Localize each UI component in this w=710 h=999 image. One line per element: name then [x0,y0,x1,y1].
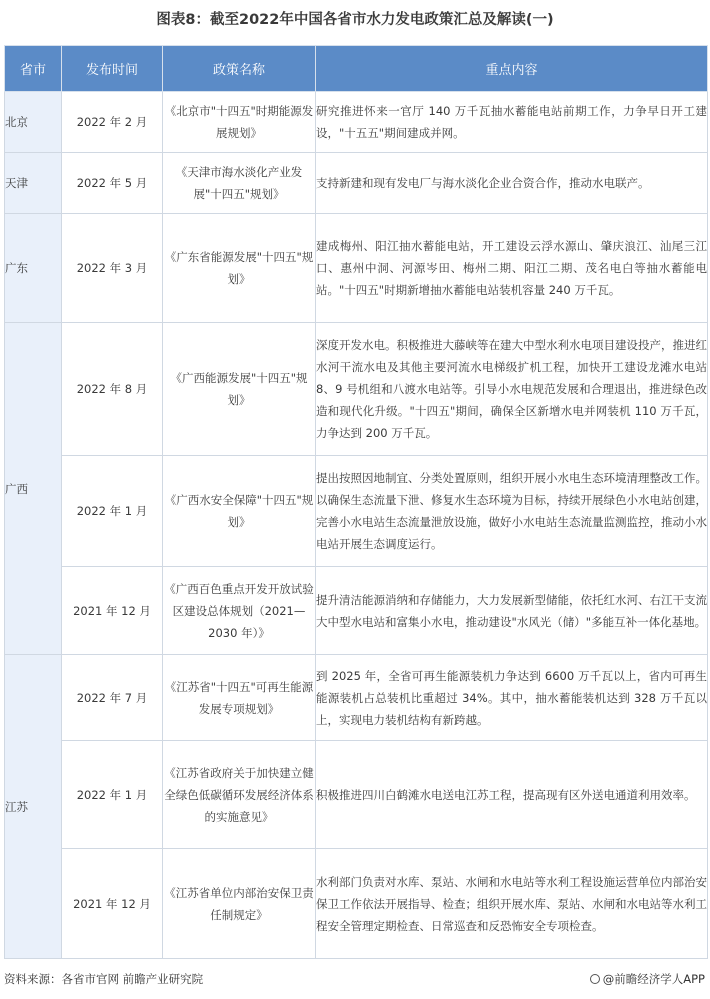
brand-credit [590,968,705,990]
province-cell: 北京 [5,92,62,153]
date-cell: 2022 年 3 月 [62,214,163,323]
content-cell: 提升清洁能源消纳和存储能力，大力发展新型储能，依托红水河、右江干支流大中型水电站和富集小水电，推动建设"水风光（储）"多能互补一体化基地。 [316,567,708,655]
header-content: 重点内容 [316,46,708,92]
table-row [5,153,708,214]
table-row [5,567,708,655]
policy-name-cell: 《广东省能源发展"十四五"规划》 [163,214,316,323]
page-title: 图表8：截至2022年中国各省市水力发电政策汇总及解读(一) [156,12,554,28]
table-row [5,323,708,456]
policy-name-cell: 《江苏省政府关于加快建立健全绿色低碳循环发展经济体系的实施意见》 [163,741,316,849]
policy-name-cell: 《广西百色重点开发开放试验区建设总体规划（2021—2030 年）》 [163,567,316,655]
content-cell: 建成梅州、阳江抽水蓄能电站，开工建设云浮水源山、肇庆浪江、汕尾三江口、惠州中洞、河源岑田、梅州二期、阳江二期、茂名电白等抽水蓄能电站。"十四五"时期新增抽水蓄能电站装机容量 240 万千瓦。 [316,214,708,323]
table-row [5,92,708,153]
policy-name-cell: 《天津市海水淡化产业发展"十四五"规划》 [163,153,316,214]
date-cell: 2022 年 1 月 [62,741,163,849]
table-row [5,741,708,849]
table-row [5,655,708,741]
date-cell: 2021 年 12 月 [62,567,163,655]
province-cell: 广东 [5,214,62,323]
table-header-row [5,46,708,92]
policy-name-cell: 《江苏省单位内部治安保卫责任制规定》 [163,849,316,959]
content-cell: 积极推进四川白鹤滩水电送电江苏工程，提高现有区外送电通道利用效率。 [316,741,708,849]
content-cell: 水利部门负责对水库、泵站、水闸和水电站等水利工程设施运营单位内部治安保卫工作依法开展指导、检查；组织开展水库、泵站、水闸和水电站等水利工程安全管理定期检查、日常巡查和反恐怖安全专项检查。 [316,849,708,959]
source-note: 资料来源：各省市官网 前瞻产业研究院 [4,972,204,986]
province-cell: 江苏 [5,655,62,959]
content-cell: 支持新建和现有发电厂与海水淡化企业合资合作，推动水电联产。 [316,153,708,214]
province-cell: 天津 [5,153,62,214]
policy-name-cell: 《江苏省"十四五"可再生能源发展专项规划》 [163,655,316,741]
brand-label: @前瞻经济学人APP [602,972,705,986]
policy-name-cell: 《广西能源发展"十四五"规划》 [163,323,316,456]
content-cell: 到 2025 年，全省可再生能源装机力争达到 6600 万千瓦以上，省内可再生能源装机占总装机比重超过 34%。其中，抽水蓄能装机达到 328 万千瓦以上，实现电力装机结构有新跨越。 [316,655,708,741]
footer [4,968,707,990]
date-cell: 2021 年 12 月 [62,849,163,959]
brand-logo-icon [590,974,600,984]
date-cell: 2022 年 7 月 [62,655,163,741]
table-row [5,214,708,323]
date-cell: 2022 年 8 月 [62,323,163,456]
content-cell: 深度开发水电。积极推进大藤峡等在建大中型水利水电项目建设投产，推进红水河干流水电及其他主要河流水电梯级扩机工程，加快开工建设龙滩水电站 8、9 号机组和八渡水电站等。引导小水电规范发展和合理退出，推进绿色改造和现代化升级。"十四五"期间，确保全区新增水电并网装机 110 万千瓦，力争达到 200 万千瓦。 [316,323,708,456]
header-policy: 政策名称 [163,46,316,92]
policy-name-cell: 《广西水安全保障"十四五"规划》 [163,456,316,567]
table-row [5,456,708,567]
date-cell: 2022 年 5 月 [62,153,163,214]
header-date: 发布时间 [62,46,163,92]
table-row [5,849,708,959]
province-cell: 广西 [5,323,62,655]
content-cell: 提出按照因地制宜、分类处置原则，组织开展小水电生态环境清理整改工作。以确保生态流量下泄、修复水生态环境为目标，持续开展绿色小水电站创建，完善小水电站生态流量泄放设施，做好小水电站生态流量监测监控，推动小水电站开展生态调度运行。 [316,456,708,567]
date-cell: 2022 年 2 月 [62,92,163,153]
date-cell: 2022 年 1 月 [62,456,163,567]
policy-name-cell: 《北京市"十四五"时期能源发展规划》 [163,92,316,153]
header-province: 省市 [5,46,62,92]
policy-table [4,45,708,959]
content-cell: 研究推进怀来一官厅 140 万千瓦抽水蓄能电站前期工作，力争早日开工建设，"十五五"期间建成并网。 [316,92,708,153]
